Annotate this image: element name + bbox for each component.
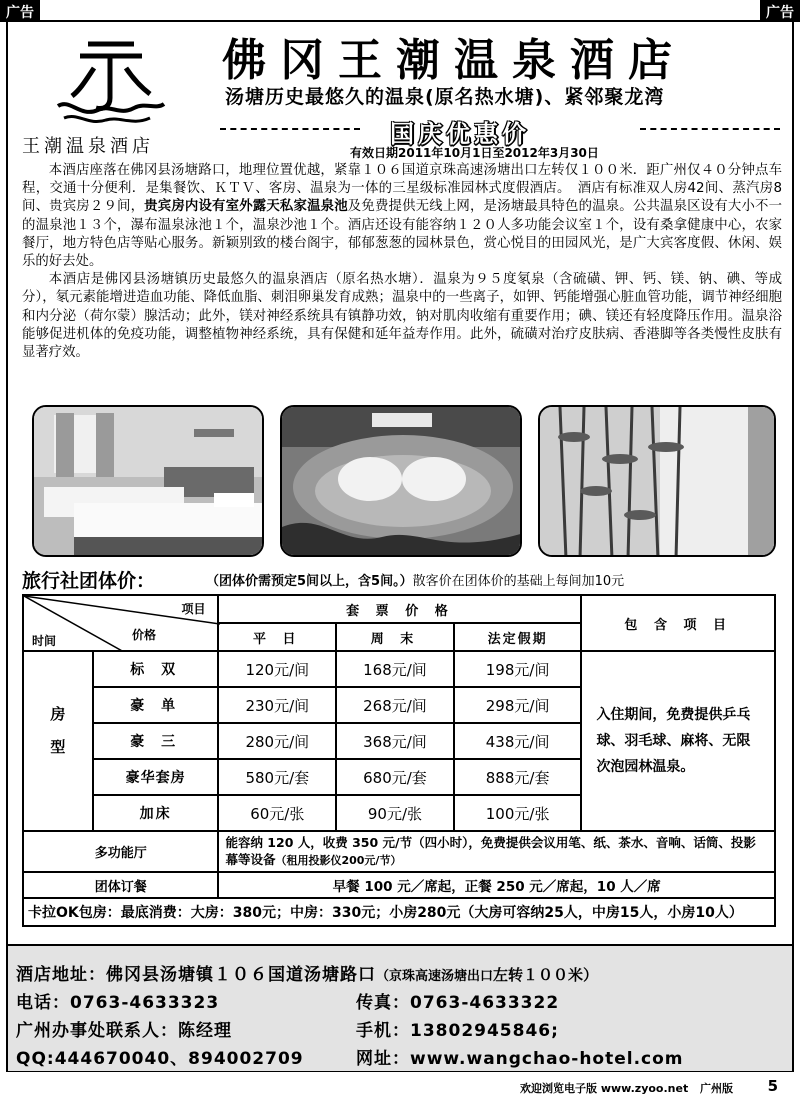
website-link[interactable]: www.wangchao-hotel.com: [410, 1049, 684, 1069]
fax-line: [356, 988, 559, 1013]
table-row: [23, 651, 775, 687]
room-photo: [32, 405, 264, 557]
room-type-text: 房型: [48, 706, 67, 772]
fax-label: 传真：: [356, 993, 410, 1013]
hall-text: [218, 831, 775, 872]
room-name: 豪华套房: [93, 759, 219, 795]
hall-description: 能容纳 120 人，收费 350 元/节（四小时），免费提供会议用笔、纸、茶水、音响、话筒、投影幕等设备: [225, 835, 756, 867]
ad-tag-left: 广告: [0, 0, 40, 22]
price-holiday: 438元/间: [454, 723, 582, 759]
bottom-bar: [0, 1076, 800, 1098]
ad-tag-right: 广告: [760, 0, 800, 22]
hot-spring-photo: [280, 405, 522, 557]
weekend-header: 周 末: [336, 623, 454, 651]
office-label: 广州办事处联系人：: [16, 1021, 178, 1041]
browse-note: 欢迎浏览电子版 www.zyoo.net: [520, 1082, 689, 1095]
qq-label: QQ:: [16, 1049, 55, 1069]
hotel-logo-icon: [50, 36, 170, 128]
address-label: 酒店地址：: [16, 965, 106, 985]
dining-text: 早餐 100 元／席起，正餐 250 元／席起，10 人／席: [218, 872, 775, 898]
qq-value: 444670040、894002709: [54, 1049, 304, 1069]
price-weekend: 168元/间: [336, 651, 454, 687]
mobile-label: 手机：: [356, 1021, 410, 1041]
price-weekday: 580元/套: [218, 759, 336, 795]
intro-text: [22, 162, 782, 362]
diagonal-header-cell: [23, 595, 218, 651]
price-weekday: 120元/间: [218, 651, 336, 687]
group-price-note: [206, 570, 624, 589]
room-name: 加床: [93, 795, 219, 831]
address-turn: 左转１００米）: [493, 966, 599, 984]
address-line: [16, 960, 598, 985]
photo-strip: [32, 405, 776, 557]
price-weekday: 280元/间: [218, 723, 336, 759]
table-row: [23, 831, 775, 872]
table-row: [23, 898, 775, 926]
mobile-line: [356, 1016, 559, 1041]
phone-label: 电话：: [16, 993, 70, 1013]
weekday-header: 平 日: [218, 623, 336, 651]
price-holiday: 298元/间: [454, 687, 582, 723]
phone-value: 0763-4633323: [70, 993, 220, 1013]
dash-divider-right: [640, 128, 780, 130]
office-line: [16, 1016, 232, 1041]
bamboo-garden-photo: [538, 405, 776, 557]
price-weekday: 60元/张: [218, 795, 336, 831]
price-holiday: 888元/套: [454, 759, 582, 795]
price-weekend: 368元/间: [336, 723, 454, 759]
price-weekday: 230元/间: [218, 687, 336, 723]
office-contact: 陈经理: [178, 1021, 232, 1041]
hotel-short-name: 王潮温泉酒店: [22, 136, 154, 157]
contact-footer: [8, 944, 792, 1071]
includes-header: 包 含 项 目: [581, 595, 775, 651]
hall-projector-note: （租用投影仪200元/节）: [275, 854, 402, 867]
room-name: 豪 三: [93, 723, 219, 759]
holiday-header: 法定假期: [454, 623, 582, 651]
intro-p1-highlight: 贵宾房内设有室外露天私家温泉池: [144, 199, 348, 215]
diag-time-label: 时间: [32, 634, 57, 648]
table-row: [23, 872, 775, 898]
intro-paragraph-2: 本酒店是佛冈县汤塘镇历史最悠久的温泉酒店（原名热水塘）．温泉为９５度氡泉（含硫磺、钾、钙、镁、钠、碘、等成分），氡元素能增进造血功能、降低血脂、刺泪卵巢发育成熟；温泉中的一些离子，如钾、钙能增强心脏血管功能，调节神经细胞和内分泌（荷尔蒙）腺活动；此外，镁对神经系统具有镇静功效，钠对肌肉收缩有重要作用；碘、镁还有轻度降压作用。温泉浴能够促进机体的免疫功能，调整植物神经系统，具有保健和延年益寿作用。此外，硫磺对治疗皮肤病、香港脚等各类慢性皮肤有显著疗效。: [22, 272, 782, 361]
address-value: 佛冈县汤塘镇１０６国道汤塘路口: [106, 965, 376, 985]
dash-divider-left: [220, 128, 360, 130]
dining-label: 团体订餐: [23, 872, 218, 898]
price-holiday: 198元/间: [454, 651, 582, 687]
hotel-title: 佛冈王潮温泉酒店: [222, 35, 686, 86]
package-price-header: 套 票 价 格: [218, 595, 581, 623]
fax-value: 0763-4633322: [410, 993, 560, 1013]
karaoke-text: 卡拉OK包房：最底消费：大房：380元；中房：330元；小房280元（大房可容纳25人，中房15人，小房10人）: [23, 898, 775, 926]
promo-row: [220, 114, 780, 148]
page-number: 5: [767, 1077, 778, 1095]
promo-heading: 国庆优惠价: [390, 120, 530, 148]
website-line: [356, 1044, 684, 1069]
group-price-heading: 旅行社团体价：: [22, 570, 156, 592]
intro-p1-part-b: 及免费提供无线上网，是汤塘最具特色的温泉。公共温泉区设有大小不一的温泉池１３个，瀑布温泉泳池１个，温泉沙池１个。酒店还设有能容纳１２０人多功能会议室１个，设有桑拿健康中心，农家餐厅，地方特色店等贴心服务。新颖别致的楼台阁宇，郁郁葱葱的园林景色，赏心悦目的田园风光，是广大宾客度假、休闲、娱乐的好去处。: [22, 199, 783, 270]
hall-label: 多功能厅: [23, 831, 218, 872]
group-note-condition: （团体价需预定5间以上，含5间。）: [206, 574, 413, 589]
mobile-value: 13802945846;: [410, 1021, 559, 1041]
price-weekend: 90元/张: [336, 795, 454, 831]
qq-line: [16, 1044, 304, 1069]
edition-label: 广州版: [700, 1082, 733, 1095]
price-weekend: 268元/间: [336, 687, 454, 723]
phone-line: [16, 988, 219, 1013]
price-table: [22, 594, 776, 927]
room-name: 标 双: [93, 651, 219, 687]
intro-p1-part-a: 本酒店座落在佛冈县汤塘路口，地理位置优越，紧靠１０６国道京珠高速汤塘出口左转仅１００米．距广州仅４０分钟点车程，交通十分便利．是集餐饮、ＫＴＶ、客房、温泉为一体的三星级标准园林式度假酒店。 酒店有标准双人房42间、蒸汽房8间、贵宾房２９间，: [22, 163, 782, 215]
website-label: 网址：: [356, 1049, 410, 1069]
group-note-surcharge: 散客价在团体价的基础上每间加10元: [412, 574, 625, 589]
hotel-subtitle: 汤塘历史最悠久的温泉(原名热水塘)、紧邻聚龙湾: [225, 86, 665, 108]
room-type-label: [23, 651, 93, 831]
includes-text: 入住期间，免费提供乒乓球、羽毛球、麻将、无限次泡园林温泉。: [581, 651, 775, 831]
diag-item-label: 项目: [181, 602, 206, 616]
price-weekend: 680元/套: [336, 759, 454, 795]
diag-price-label: 价格: [132, 628, 157, 642]
validity-date: 有效日期2011年10月1日至2012年3月30日: [350, 146, 599, 160]
room-name: 豪 单: [93, 687, 219, 723]
address-note: （京珠高速汤塘出口: [376, 969, 494, 984]
intro-paragraph-1: [22, 162, 782, 271]
price-holiday: 100元/张: [454, 795, 582, 831]
